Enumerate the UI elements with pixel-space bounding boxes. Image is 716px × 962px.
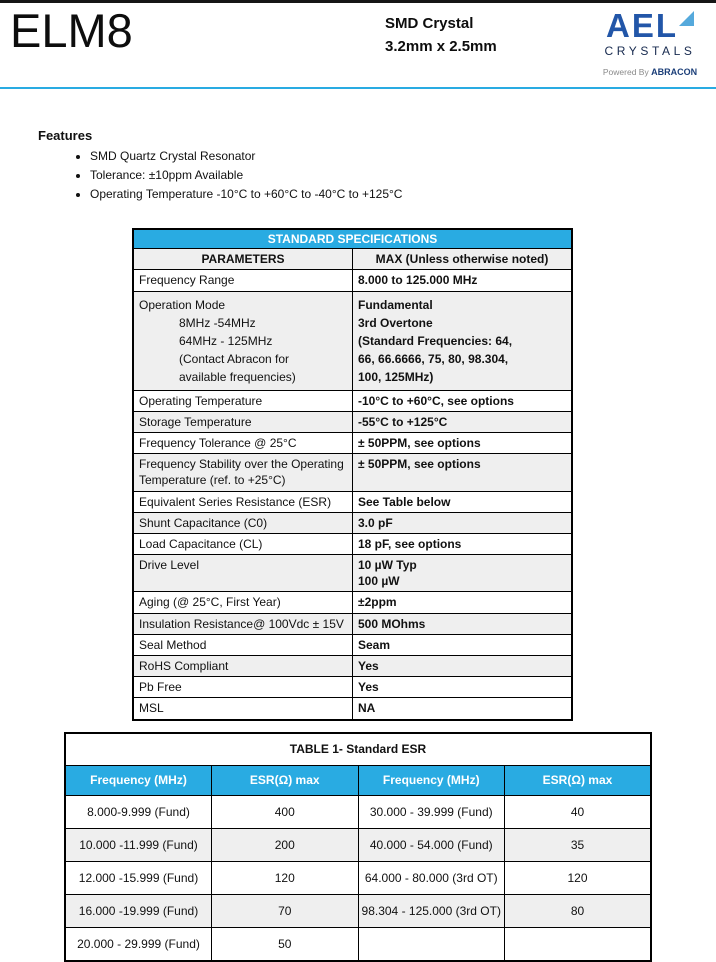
- esr-row: [65, 861, 651, 894]
- spec-value-line: 10 µW Typ: [358, 558, 417, 573]
- spec-value-line: ± 50PPM, see options: [358, 457, 481, 472]
- esr-frequency-cell: 16.000 -19.999 (Fund): [65, 894, 212, 927]
- spec-parameter-label: Frequency Range: [139, 273, 235, 288]
- feature-item: • Tolerance: ±10ppm Available: [90, 168, 716, 182]
- spec-col-max: MAX (Unless otherwise noted): [353, 249, 573, 270]
- spec-value-line: -10°C to +60°C, see options: [358, 393, 514, 408]
- spec-parameter-label: Operation Mode: [139, 297, 226, 312]
- spec-parameter-cell: [133, 411, 353, 432]
- spec-value-cell: [353, 454, 573, 491]
- spec-row: [133, 454, 572, 491]
- esr-value-cell: 50: [212, 927, 359, 961]
- spec-value-cell: [353, 411, 573, 432]
- features-list: [38, 149, 716, 201]
- spec-parameter-label: Drive Level: [139, 558, 200, 573]
- esr-frequency-cell: 20.000 - 29.999 (Fund): [65, 927, 212, 961]
- ael-logo-crystals: CRYSTALS: [604, 44, 696, 59]
- spec-parameter-cell: [133, 592, 353, 613]
- spec-value-line: 3.0 pF: [358, 515, 393, 530]
- spec-parameter-subline: available frequencies): [179, 369, 296, 384]
- spec-parameter-label: Shunt Capacitance (C0): [139, 515, 268, 530]
- spec-parameter-cell: [133, 677, 353, 698]
- spec-value-cell: [353, 677, 573, 698]
- spec-value-cell: [353, 634, 573, 655]
- spec-parameter-cell: [133, 555, 353, 592]
- esr-value-cell: 200: [212, 828, 359, 861]
- esr-frequency-cell: 30.000 - 39.999 (Fund): [358, 795, 505, 828]
- product-title: ELM8: [10, 4, 133, 57]
- esr-frequency-cell: 40.000 - 54.000 (Fund): [358, 828, 505, 861]
- spec-value-cell: [353, 491, 573, 512]
- esr-frequency-cell: 98.304 - 125.000 (3rd OT): [358, 894, 505, 927]
- spec-parameter-cell: [133, 291, 353, 390]
- spec-value-cell: [353, 656, 573, 677]
- abracon-brand: ABRACON: [651, 67, 698, 78]
- spec-value-cell: [353, 291, 573, 390]
- spec-row: [133, 677, 572, 698]
- features-section: [38, 128, 716, 201]
- esr-col-header: ESR(Ω) max: [505, 765, 652, 795]
- spec-value-line: NA: [358, 701, 376, 716]
- esr-table: [64, 732, 652, 962]
- spec-parameter-cell: [133, 512, 353, 533]
- esr-header-row: [65, 765, 651, 795]
- spec-row: [133, 270, 572, 291]
- spec-row: [133, 634, 572, 655]
- spec-parameter-cell: [133, 491, 353, 512]
- spec-value-cell: [353, 512, 573, 533]
- spec-parameter-label: Insulation Resistance@ 100Vdc ± 15V: [139, 616, 344, 631]
- spec-row: [133, 491, 572, 512]
- spec-row: [133, 432, 572, 453]
- logo-triangle-icon: [679, 11, 694, 26]
- header: [0, 3, 716, 89]
- spec-row: [133, 592, 572, 613]
- spec-value-line: 18 pF, see options: [358, 536, 462, 551]
- esr-value-cell: 40: [505, 795, 652, 828]
- spec-value-line: 100, 125MHz): [358, 369, 434, 384]
- spec-value-line: ± 50PPM, see options: [358, 435, 481, 450]
- spec-parameter-cell: [133, 432, 353, 453]
- esr-frequency-cell: 8.000-9.999 (Fund): [65, 795, 212, 828]
- esr-row: [65, 927, 651, 961]
- spec-value-line: See Table below: [358, 494, 451, 509]
- spec-value-line: 66, 66.6666, 75, 80, 98.304,: [358, 351, 509, 366]
- spec-value-line: Seam: [358, 637, 391, 652]
- standard-specifications-table: [132, 228, 573, 721]
- spec-parameter-label: Operating Temperature: [139, 393, 263, 408]
- spec-row: [133, 411, 572, 432]
- spec-parameter-cell: [133, 613, 353, 634]
- spec-parameter-label: Pb Free: [139, 680, 182, 695]
- spec-parameter-label: RoHS Compliant: [139, 659, 229, 673]
- spec-value-cell: [353, 432, 573, 453]
- esr-title-row: [65, 733, 651, 766]
- product-subtitle: [385, 13, 497, 58]
- spec-parameter-label: Seal Method: [139, 637, 207, 652]
- esr-empty-cell: [505, 927, 652, 961]
- subtitle-line2: 3.2mm x 2.5mm: [385, 37, 497, 55]
- spec-parameter-label: Aging (@ 25°C, First Year): [139, 595, 281, 610]
- spec-parameter-subline: (Contact Abracon for: [179, 351, 290, 366]
- spec-parameter-subline: 64MHz - 125MHz: [179, 333, 273, 348]
- spec-title-row: [133, 229, 572, 249]
- spec-parameter-subline: 8MHz -54MHz: [179, 315, 256, 330]
- spec-row: [133, 512, 572, 533]
- spec-value-cell: [353, 613, 573, 634]
- spec-value-cell: [353, 592, 573, 613]
- ael-logo-text: AEL: [606, 7, 678, 44]
- esr-value-cell: 400: [212, 795, 359, 828]
- spec-row: [133, 698, 572, 720]
- subtitle-line1: SMD Crystal: [385, 15, 474, 32]
- spec-value-line: Fundamental: [358, 297, 433, 312]
- spec-parameter-cell: [133, 634, 353, 655]
- esr-col-header: Frequency (MHz): [65, 765, 212, 795]
- spec-value-cell: [353, 270, 573, 291]
- spec-table-title: STANDARD SPECIFICATIONS: [133, 229, 572, 249]
- spec-value-cell: [353, 698, 573, 720]
- esr-row: [65, 795, 651, 828]
- spec-parameter-label: Frequency Tolerance @ 25°C: [139, 435, 297, 450]
- spec-value-cell: [353, 533, 573, 554]
- feature-item: • Operating Temperature -10°C to +60°C to -40°C to +125°C: [90, 187, 716, 201]
- esr-empty-cell: [358, 927, 505, 961]
- esr-value-cell: 120: [505, 861, 652, 894]
- spec-value-cell: [353, 390, 573, 411]
- spec-parameter-cell: [133, 533, 353, 554]
- spec-value-line: 100 µW: [358, 574, 400, 589]
- spec-row: [133, 390, 572, 411]
- esr-value-cell: 80: [505, 894, 652, 927]
- feature-item: • SMD Quartz Crystal Resonator: [90, 149, 716, 163]
- spec-parameter-cell: [133, 454, 353, 491]
- spec-parameter-label: Storage Temperature: [139, 414, 252, 429]
- spec-parameter-cell: [133, 656, 353, 677]
- ael-logo-wordmark: [592, 7, 708, 44]
- spec-value-line: -55°C to +125°C: [358, 414, 448, 429]
- esr-value-cell: 120: [212, 861, 359, 894]
- spec-value-line: 500 MOhms: [358, 616, 426, 631]
- features-title: Features: [38, 128, 93, 143]
- spec-col-parameters: PARAMETERS: [133, 249, 353, 270]
- spec-value-line: ±2ppm: [358, 595, 397, 610]
- esr-value-cell: 35: [505, 828, 652, 861]
- esr-frequency-cell: 64.000 - 80.000 (3rd OT): [358, 861, 505, 894]
- spec-row: [133, 555, 572, 592]
- esr-frequency-cell: 10.000 -11.999 (Fund): [65, 828, 212, 861]
- spec-parameter-label: Equivalent Series Resistance (ESR): [139, 494, 332, 509]
- spec-parameter-label: Frequency Stability over the Operating Temperature (ref. to +25°C): [139, 457, 344, 488]
- esr-col-header: Frequency (MHz): [358, 765, 505, 795]
- spec-header-row: [133, 249, 572, 270]
- spec-row: [133, 656, 572, 677]
- ael-logo: [592, 7, 708, 78]
- spec-value-cell: [353, 555, 573, 592]
- spec-parameter-label: MSL: [139, 701, 164, 716]
- spec-row: [133, 613, 572, 634]
- esr-table-title: TABLE 1- Standard ESR: [65, 733, 651, 766]
- esr-row: [65, 894, 651, 927]
- powered-by-line: [592, 67, 708, 77]
- spec-parameter-label: Load Capacitance (CL): [139, 536, 263, 551]
- esr-value-cell: 70: [212, 894, 359, 927]
- spec-row: [133, 291, 572, 390]
- esr-frequency-cell: 12.000 -15.999 (Fund): [65, 861, 212, 894]
- esr-row: [65, 828, 651, 861]
- spec-value-line: Yes: [358, 659, 379, 673]
- spec-parameter-cell: [133, 270, 353, 291]
- powered-by-prefix: Powered By: [602, 67, 649, 78]
- spec-value-line: (Standard Frequencies: 64,: [358, 333, 513, 348]
- spec-value-line: 3rd Overtone: [358, 315, 433, 330]
- spec-value-line: 8.000 to 125.000 MHz: [358, 273, 478, 288]
- spec-parameter-cell: [133, 698, 353, 720]
- esr-col-header: ESR(Ω) max: [212, 765, 359, 795]
- spec-value-line: Yes: [358, 680, 379, 695]
- spec-row: [133, 533, 572, 554]
- spec-parameter-cell: [133, 390, 353, 411]
